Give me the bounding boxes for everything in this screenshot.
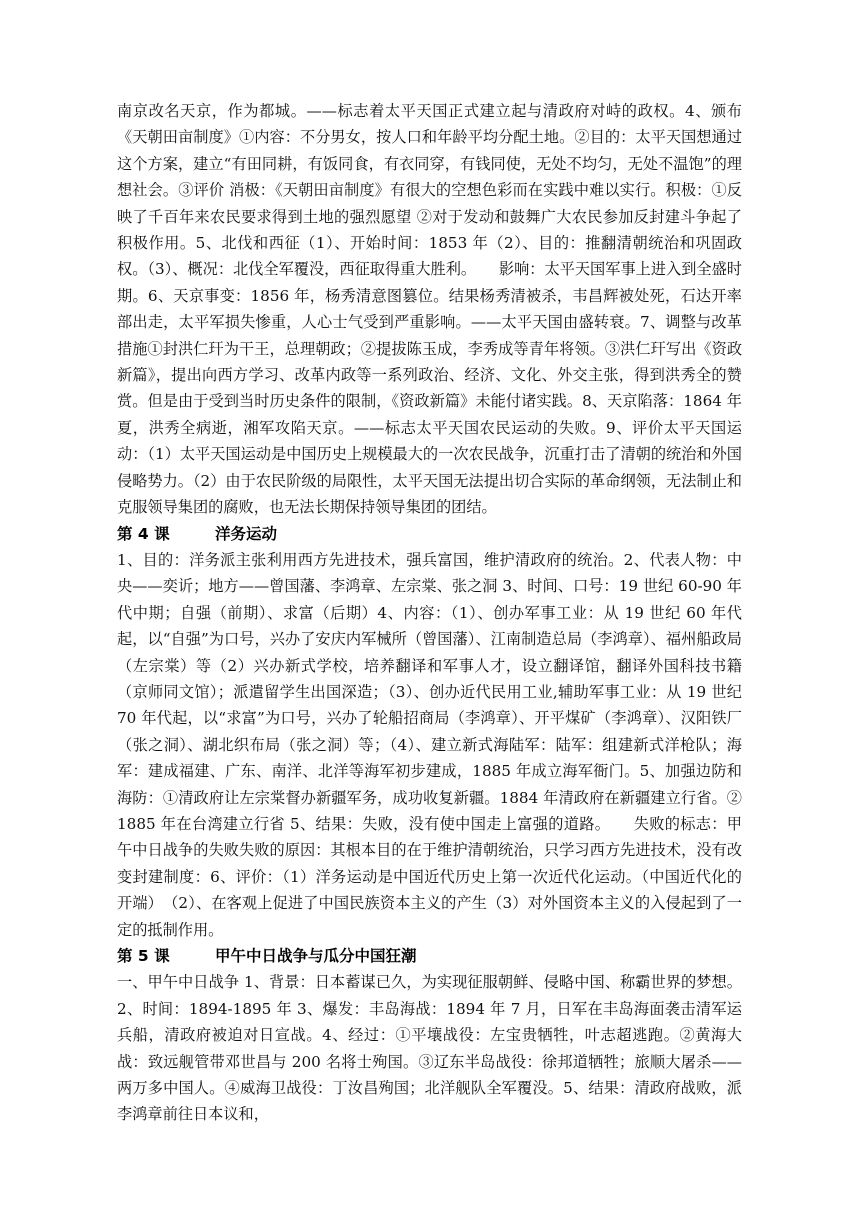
text-block-yangwu: 1、目的：洋务派主张利用西方先进技术，强兵富国，维护清政府的统治。2、代表人物：中央——奕䜣；地方——曾国藩、李鸿章、左宗棠、张之洞 3、时间、口号：19 世纪 60-90 年代中期；自强（前期）、求富（后期）4、内容：（1）、创办军事工业：从 19 世纪 60 年代起，以“自强”为口号，兴办了安庆内军械所（曾国藩）、江南制造总局（李鸿章）、福州船政局（左宗棠）等（2）兴办新式学校，培养翻译和军事人才，设立翻译馆，翻译外国科技书籍（京师同文馆）；派遣留学生出国深造；（3）、创办近代民用工业,辅助军事工业：从 19 世纪 70 年代起，以“求富”为口号，兴办了轮船招商局（李鸿章）、开平煤矿（李鸿章）、汉阳铁厂（张之洞）、湖北织布局（张之洞）等；（4）、建立新式海陆军：陆军：组建新式洋枪队；海军：建成福建、广东、南洋、北洋等海军初步建成，1885 年成立海军衙门。5、加强边防和海防：①清政府让左宗棠督办新疆军务，成功收复新疆。1884 年清政府在新疆建立行省。②1885 年在台湾建立行省 5、结果：失败，没有使中国走上富强的道路。 失败的标志：甲午中日战争的失败失败的原因：其根本目的在于维护清朝统治，只学习西方先进技术，没有改变封建制度：6、评价：（1）洋务运动是中国近代历史上第一次近代化运动。（中国近代化的开端） （2）、在客观上促进了中国民族资本主义的产生（3）对外国资本主义的入侵起到了一定的抵制作用。 xyxy=(117,550,742,939)
lesson-5-title: 甲午中日战争与瓜分中国狂潮 xyxy=(215,947,417,965)
text-block-taiping: 南京改名天京，作为都城。——标志着太平天国正式建立起与清政府对峙的政权。4、颁布《天朝田亩制度》①内容：不分男女，按人口和年龄平均分配土地。②目的：太平天国想通过这个方案，建立“有田同耕，有饭同食，有衣同穿，有钱同使，无处不均匀，无处不温饱”的理想社会。③评价 消极：《天朝田亩制度》有很大的空想色彩而在实践中难以实行。积极：①反映了千百年来农民要求得到土地的强烈愿望 ②对于发动和鼓舞广大农民参加反封建斗争起了积极作用。5、北伐和西征（1）、开始时间：1853 年（2）、目的：推翻清朝统治和巩固政权。（3）、概况：北伐全军覆没，西征取得重大胜利。 影响：太平天国军事上进入到全盛时期。6、天京事变：1856 年，杨秀清意图篡位。结果杨秀清被杀，韦昌辉被处死，石达开率部出走，太平军损失惨重，人心士气受到严重影响。——太平天国由盛转衰。7、调整与改革措施①封洪仁玕为干王，总理朝政；②提拔陈玉成，李秀成等青年将领。③洪仁玕写出《资政新篇》，提出向西方学习、改革内政等一系列政治、经济、文化、外交主张，得到洪秀全的赞赏。但是由于受到当时历史条件的限制，《资政新篇》未能付诸实践。8、天京陷落：1864 年夏，洪秀全病逝，湘军攻陷天京。——标志太平天国农民运动的失败。9、评价太平天国运动：（1）太平天国运动是中国历史上规模最大的一次农民战争，沉重打击了清朝的统治和外国侵略势力。（2）由于农民阶级的局限性，太平天国无法提出切合实际的革命纲领，无法制止和克服领导集团的腐败，也无法长期保持领导集团的团结。 xyxy=(117,102,742,517)
lesson-4-heading xyxy=(117,521,742,547)
lesson-4-title: 洋务运动 xyxy=(215,524,278,543)
lesson-5-heading xyxy=(117,943,742,969)
lesson-5-number: 第 5 课 xyxy=(117,947,170,965)
text-block-jiawu: 一、甲午中日战争 1、背景：日本蓄谋已久，为实现征服朝鲜、侵略中国、称霸世界的梦想。2、时间：1894-1895 年 3、爆发：丰岛海战：1894 年 7 月，日军在丰岛海面袭击清军运兵船，清政府被迫对日宣战。4、经过：①平壤战役：左宝贵牺牲，叶志超逃跑。②黄海大战：致远舰管带邓世昌与 200 名将士殉国。③辽东半岛战役：徐邦道牺牲；旅顺大屠杀——两万多中国人。④威海卫战役：丁汝昌殉国；北洋舰队全军覆没。5、结果：清政府战败，派李鸿章前往日本议和， xyxy=(117,973,742,1124)
document-body xyxy=(117,98,742,1128)
lesson-4-number: 第 4 课 xyxy=(117,524,170,543)
